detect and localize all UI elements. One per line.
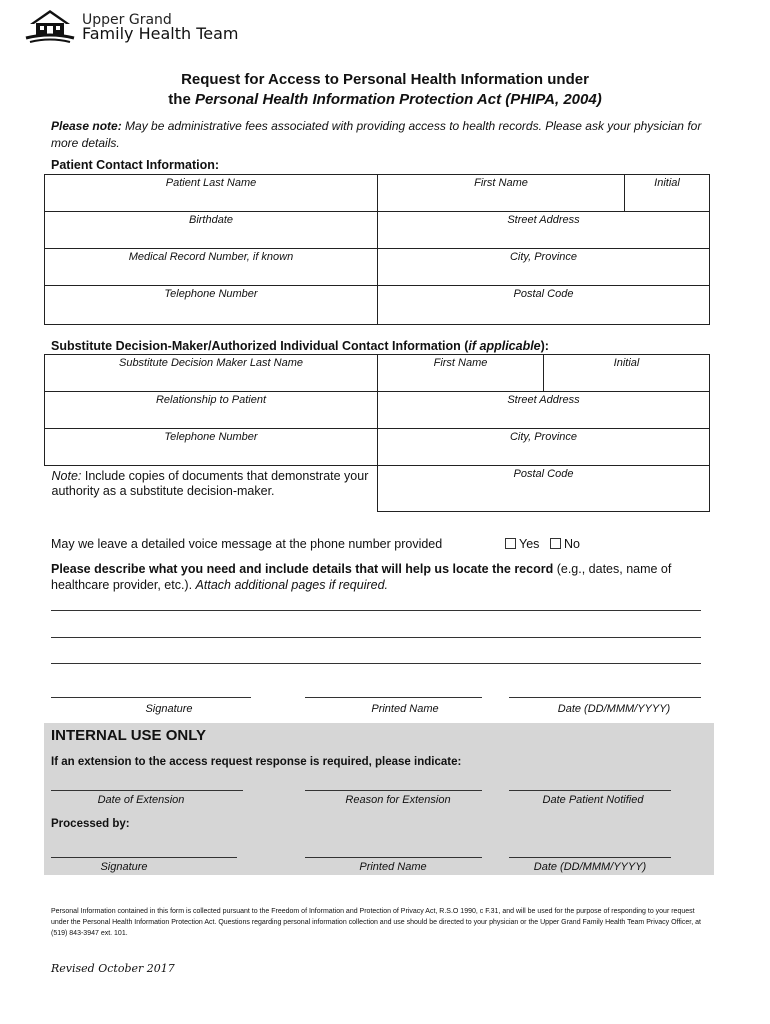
date-of-extension-line[interactable]	[51, 789, 243, 791]
sdm-contact-table	[44, 354, 710, 512]
privacy-footer: Personal Information contained in this form is collected pursuant to the Freedom of Information and Protection of Privacy Act, R.S.O 1990, c F.31, and will be used for the purpose of responding to your request under the Personal Health Information Protection Act. Questions regarding personal information collection and use should be directed to your physician or the Upper Grand Family Health Team Privacy Officer, at (519) 843-3947 ext. 101.	[51, 908, 701, 937]
date-notified-label: Date Patient Notified	[542, 794, 644, 806]
signature-label: Signature	[145, 703, 193, 715]
printed-name-line[interactable]	[305, 696, 482, 698]
patient-postal-field[interactable]: Postal Code	[378, 286, 710, 325]
patient-street-field[interactable]: Street Address	[378, 212, 710, 249]
internal-date-line[interactable]	[509, 856, 671, 858]
reason-line[interactable]	[305, 789, 482, 791]
fees-note: Please note: May be administrative fees associated with providing access to health records. Please ask your physician for more details.	[51, 119, 702, 150]
patient-last-name-field[interactable]: Patient Last Name	[45, 175, 378, 212]
internal-date-label: Date (DD/MMM/YYYY)	[533, 861, 647, 873]
extension-instructions: If an extension to the access request response is required, please indicate:	[51, 756, 462, 768]
sdm-street-field[interactable]: Street Address	[378, 392, 710, 429]
internal-printed-name-label: Printed Name	[359, 861, 427, 873]
sdm-postal-field[interactable]: Postal Code	[378, 466, 710, 512]
describe-instructions: Please describe what you need and include details that will help us locate the record (e.g., dates, name of healthcare provider, etc.). Attach additional pages if required.	[51, 562, 672, 592]
date-notified-line[interactable]	[509, 789, 671, 791]
date-label: Date (DD/MMM/YYYY)	[557, 703, 671, 715]
internal-printed-name-line[interactable]	[305, 856, 482, 858]
sdm-phone-field[interactable]: Telephone Number	[45, 429, 378, 466]
voice-yes-option[interactable]: Yes	[505, 537, 539, 551]
description-line-3[interactable]	[51, 662, 701, 664]
patient-phone-field[interactable]: Telephone Number	[45, 286, 378, 325]
signature-line[interactable]	[51, 696, 251, 698]
internal-signature-line[interactable]	[51, 856, 237, 858]
internal-signature-label: Signature	[100, 861, 148, 873]
sdm-note: Note: Include copies of documents that demonstrate your authority as a substitute decision-maker.	[51, 469, 369, 498]
voice-message-question: May we leave a detailed voice message at the phone number provided	[51, 537, 443, 551]
relationship-field[interactable]: Relationship to Patient	[45, 392, 378, 429]
voice-no-option[interactable]: No	[550, 537, 580, 551]
patient-first-name-field[interactable]: First Name	[378, 175, 625, 212]
mrn-field[interactable]: Medical Record Number, if known	[45, 249, 378, 286]
date-line[interactable]	[509, 696, 701, 698]
patient-section-heading: Patient Contact Information:	[51, 158, 220, 172]
reason-label: Reason for Extension	[345, 794, 451, 806]
revision-date: Revised October 2017	[51, 962, 175, 975]
sdm-last-name-field[interactable]: Substitute Decision Maker Last Name	[45, 355, 378, 392]
description-line-2[interactable]	[51, 636, 701, 638]
internal-use-title: INTERNAL USE ONLY	[51, 727, 207, 744]
house-logo-icon	[24, 8, 76, 44]
patient-initial-field[interactable]: Initial	[625, 175, 710, 212]
printed-name-label: Printed Name	[371, 703, 439, 715]
form-title-line1: Request for Access to Personal Health Information under	[181, 71, 589, 88]
description-line-1[interactable]	[51, 609, 701, 611]
sdm-city-field[interactable]: City, Province	[378, 429, 710, 466]
patient-contact-table	[44, 174, 710, 325]
no-checkbox[interactable]	[550, 538, 561, 549]
yes-checkbox[interactable]	[505, 538, 516, 549]
form-title-line2: the Personal Health Information Protection Act (PHIPA, 2004)	[168, 91, 602, 108]
birthdate-field[interactable]: Birthdate	[45, 212, 378, 249]
logo-text-line1: Upper Grand	[82, 12, 172, 28]
sdm-first-name-field[interactable]: First Name	[378, 355, 544, 392]
logo-text-line2: Family Health Team	[82, 24, 239, 43]
sdm-section-heading: Substitute Decision-Maker/Authorized Individual Contact Information (if applicable):	[51, 339, 549, 353]
processed-by-label: Processed by:	[51, 818, 130, 830]
sdm-initial-field[interactable]: Initial	[544, 355, 710, 392]
date-of-extension-label: Date of Extension	[97, 794, 185, 806]
patient-city-field[interactable]: City, Province	[378, 249, 710, 286]
